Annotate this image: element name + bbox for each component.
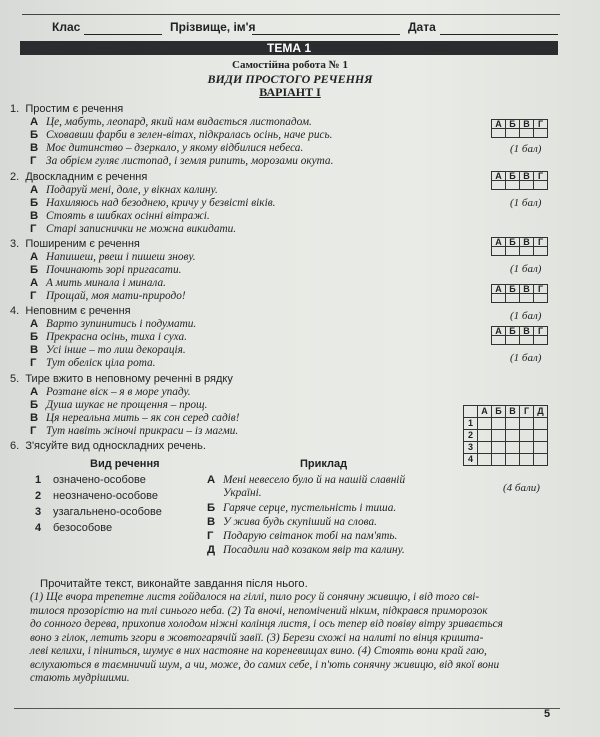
question-5: 5. Тире вжито в неповному реченні в рядку — [10, 373, 233, 385]
q1-score: (1 бал) — [510, 143, 542, 155]
q2-option-d[interactable]: Г Старі записнички не можна викидати. — [30, 223, 237, 235]
q4-answer-grid[interactable]: А Б В Г — [491, 326, 548, 345]
q6-col-type-header: Вид речення — [90, 458, 160, 470]
question-4: 4. Неповним є речення — [10, 305, 131, 317]
q3-option-b[interactable]: Б Починають зорі пригасати. — [30, 264, 182, 276]
q4-answer-grid-upper[interactable]: А Б В Г — [491, 284, 548, 303]
q1-option-d[interactable]: Г За обрієм гуляє листопад, і земля рипить, морозами окута. — [30, 155, 334, 167]
work-title: ВИДИ ПРОСТОГО РЕЧЕННЯ — [207, 72, 373, 86]
reading-line-3: до сонного дерева, прихопив холодом ніжні колінця листя, і ось тепер від повіву вітру зривається — [30, 618, 503, 630]
q1-option-b[interactable]: Б Сховавши фарби в зелен-вітах, підкралась осінь, наче рись. — [30, 129, 333, 141]
q6-example-d: Г Подарую світанок тобі на пам'ять. — [207, 530, 398, 542]
q6-col-example-header: Приклад — [300, 458, 348, 470]
q2-option-c[interactable]: В Стоять в шибках осінні вітражі. — [30, 210, 210, 222]
reading-line-4: воно з гілок, летить згори в жовтогарячій завії. (3) Берези схожі на налиті по вінця кришта- — [30, 631, 484, 644]
q6-example-a-cont: Україні. — [223, 487, 262, 499]
q5-option-b[interactable]: Б Душа шукає не прощення – прощ. — [30, 399, 208, 411]
q4-option-b[interactable]: Б Прекрасна осінь, тиха і суха. — [30, 331, 187, 343]
reading-line-7: стають мудрішими. — [30, 672, 130, 684]
topic-banner: ТЕМА 1 — [20, 41, 558, 55]
class-label: Клас — [52, 20, 81, 34]
q4-option-d[interactable]: Г Тут обеліск ціла рота. — [30, 357, 156, 369]
question-1: 1. Простим є речення — [10, 103, 124, 115]
q3-option-a[interactable]: А Напишеш, рвеш і пишеш знову. — [30, 251, 196, 263]
q1-option-a[interactable]: А Це, мабуть, леопард, який нам видається листопадом. — [30, 116, 312, 128]
q4-score-extra: (1 бал) — [510, 352, 542, 364]
q6-score: (4 бали) — [503, 482, 540, 494]
q5-option-c[interactable]: В Ця нереальна мить – як сон серед садів! — [30, 412, 240, 424]
variant-title: ВАРІАНТ І — [259, 85, 321, 99]
q4-option-c[interactable]: В Усі інше – то лиш декорація. — [30, 344, 186, 356]
q6-type-4: 4 безособове — [35, 522, 113, 534]
question-2: 2. Двоскладним є речення — [10, 171, 148, 183]
q6-matching-grid[interactable]: А Б В Г Д 1 2 3 4 — [463, 405, 548, 466]
reading-line-6: вслухаються в таємничий шум, а чи, може, до самих себе, і п'ють сонячну живицю, від якої вони — [30, 658, 500, 671]
q6-type-2: 2 неозначено-особове — [35, 490, 158, 502]
q4-option-a[interactable]: А Варто зупинитись і подумати. — [30, 318, 197, 330]
q1-option-c[interactable]: В Моє дитинство – дзеркало, у якому відбилися небеса. — [30, 142, 304, 154]
footer-rule — [14, 708, 560, 709]
q3-score: (1 бал) — [510, 263, 542, 275]
q2-option-a[interactable]: А Подаруй мені, доле, у вікнах калину. — [30, 184, 218, 196]
q5-option-a[interactable]: А Розтане віск – я в море упаду. — [30, 386, 191, 398]
page-number: 5 — [544, 708, 551, 720]
q6-example-c: В У жива будь скупіший на слова. — [207, 516, 377, 528]
q6-example-b: Б Гаряче серце, пустельність і тиша. — [207, 502, 397, 514]
q2-option-b[interactable]: Б Нахиляюсь над безоднею, кричу у безвісті віків. — [30, 197, 276, 209]
surname-field[interactable] — [252, 34, 400, 35]
reading-line-1: (1) Ще вчора трепетне листя гойдалося на гіллі, пило росу й сонячну живицю, і від того сві- — [30, 591, 480, 603]
reading-line-2: тилося прозорістю на тлі синього неба. (2) Та вночі, непомічений ніким, підкрався приморозок — [30, 604, 488, 617]
work-subtitle: Самостійна робота № 1 — [232, 59, 348, 71]
date-field[interactable] — [440, 34, 558, 35]
reading-line-5: леві келихи, і піниться, шумує в них настояне на кореневищах вино. (4) Стоять вони край гаю, — [30, 645, 487, 657]
q1-answer-grid[interactable]: А Б В Г — [491, 119, 548, 138]
q6-example-a: А Мені невесело було й на нашій славній — [207, 474, 406, 486]
q3-answer-grid[interactable]: А Б В Г — [491, 237, 548, 256]
q5-option-d[interactable]: Г Тут навіть жіночі прикраси – із магми. — [30, 425, 239, 437]
class-field[interactable] — [84, 34, 162, 35]
q2-answer-grid[interactable]: А Б В Г — [491, 171, 548, 190]
student-info-row — [20, 18, 560, 38]
q2-score: (1 бал) — [510, 197, 542, 209]
q6-type-1: 1 означено-особове — [35, 474, 146, 486]
date-label: Дата — [408, 20, 436, 34]
q3-option-c[interactable]: А А мить минала і минала. — [30, 277, 166, 289]
top-rule — [22, 14, 560, 15]
q6-type-3: 3 узагальнено-особове — [35, 506, 162, 518]
q4-score: (1 бал) — [510, 310, 542, 322]
question-6: 6. З'ясуйте вид односкладних речень. — [10, 440, 206, 452]
reading-instruction: Прочитайте текст, виконайте завдання після нього. — [40, 578, 308, 590]
q6-example-e: Д Посадили над козаком явір та калину. — [207, 544, 405, 556]
question-3: 3. Поширеним є речення — [10, 238, 140, 250]
q3-option-d[interactable]: Г Прощай, моя мати-природо! — [30, 290, 186, 302]
reading-text — [30, 591, 560, 686]
surname-label: Прізвище, ім'я — [170, 20, 256, 34]
